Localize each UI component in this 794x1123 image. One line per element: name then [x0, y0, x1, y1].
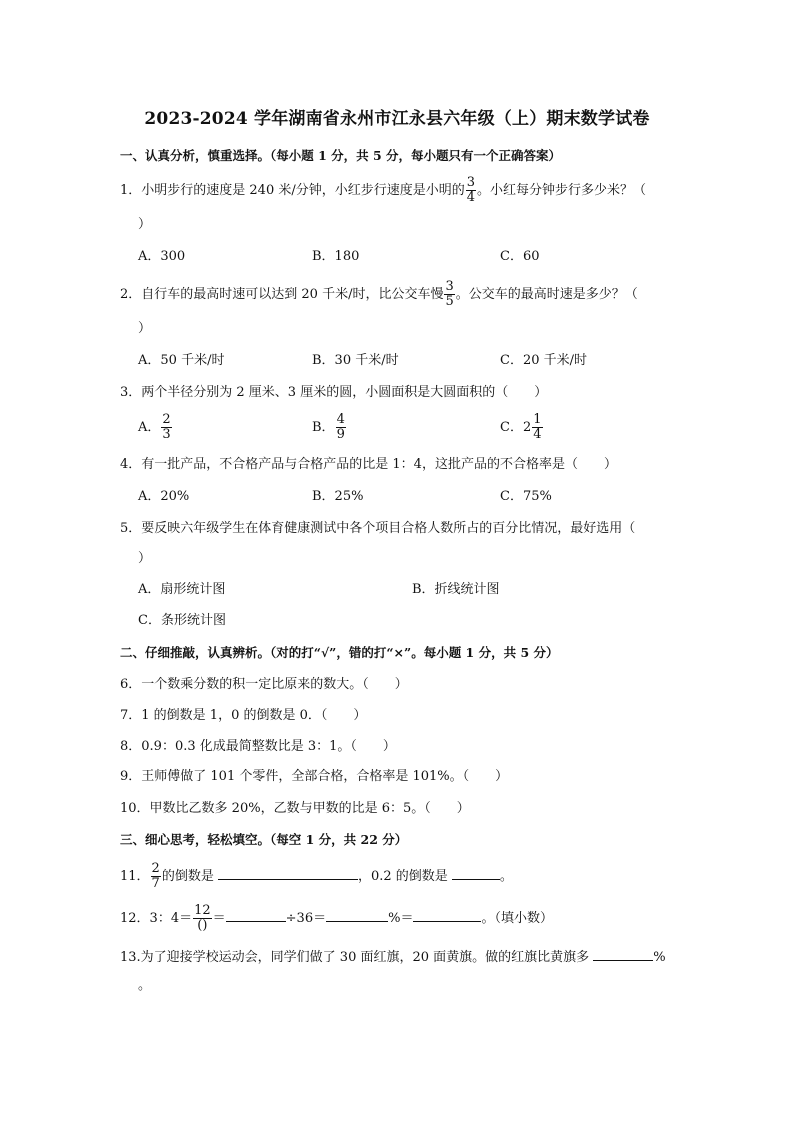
q1-fraction: $\frac{3}{4}$	[466, 175, 476, 205]
question-4: 4．有一批产品，不合格产品与合格产品的比是 1：4，这批产品的不合格率是（ ）	[120, 457, 617, 472]
q2-option-a[interactable]: A．50 千米/时	[138, 353, 225, 368]
q4-option-b[interactable]: B．25%	[312, 489, 364, 504]
q12-fraction: $\frac{12}{()}$	[194, 903, 211, 933]
question-10: 10．甲数比乙数多 20%，乙数与甲数的比是 6：5。（ ）	[120, 801, 470, 816]
question-7: 7．1 的倒数是 1，0 的倒数是 0．（ ）	[120, 708, 367, 723]
q5-option-b[interactable]: B．折线统计图	[412, 582, 500, 597]
q1-stem-a: 1．小明步行的速度是 240 米/分钟，小红步行速度是小明的	[120, 183, 465, 198]
q11-blank-2[interactable]	[452, 865, 500, 880]
q2-option-b[interactable]: B．30 千米/时	[312, 353, 399, 368]
q3-option-c[interactable]: C．2 $\frac{1}{4}$	[500, 412, 542, 442]
q2-stem-a: 2．自行车的最高时速可以达到 20 千米/时，比公交车慢	[120, 287, 444, 302]
question-13: 13.为了迎接学校运动会，同学们做了 30 面红旗，20 面黄旗。做的红旗比黄旗多 %	[120, 946, 666, 967]
q3-option-b-fraction: $\frac{4}{9}$	[336, 412, 345, 442]
q4-option-c[interactable]: C．75%	[500, 489, 552, 504]
question-9: 9．王师傅做了 101 个零件，全部合格，合格率是 101%。（ ）	[120, 769, 509, 784]
q2-fraction: $\frac{3}{5}$	[445, 279, 454, 309]
question-8: 8．0.9：0.3 化成最简整数比是 3：1。（ ）	[120, 739, 396, 754]
q3-option-b[interactable]: B． $\frac{4}{9}$	[312, 412, 345, 442]
section-1-heading: 一、认真分析，慎重选择。（每小题 1 分，共 5 分，每小题只有一个正确答案）	[120, 148, 562, 163]
q13-continuation: 。	[138, 978, 152, 993]
q5-continuation: ）	[138, 551, 152, 566]
q3-option-a[interactable]: A． $\frac{2}{3}$	[138, 412, 171, 442]
q4-option-a[interactable]: A．20%	[138, 489, 190, 504]
q2-option-c[interactable]: C．20 千米/时	[500, 353, 588, 368]
page-title: 2023-2024 学年湖南省永州市江永县六年级（上）期末数学试卷	[144, 109, 650, 129]
question-11: 11． $\frac{2}{7}$ 的倒数是 ，0.2 的倒数是 。	[120, 861, 513, 891]
question-6: 6．一个数乘分数的积一定比原来的数大。（ ）	[120, 677, 408, 692]
question-3: 3．两个半径分别为 2 厘米、3 厘米的圆，小圆面积是大圆面积的（ ）	[120, 385, 548, 400]
q13-blank[interactable]	[593, 946, 653, 961]
q12-blank-3[interactable]	[413, 907, 481, 922]
q2-stem-b: 。公交车的最高时速是多少？（	[455, 287, 638, 302]
q12-blank-1[interactable]	[226, 907, 286, 922]
question-1	[120, 176, 646, 205]
q5-option-a[interactable]: A．扇形统计图	[138, 582, 226, 597]
q2-continuation: ）	[138, 321, 152, 336]
question-2	[120, 280, 638, 309]
q3-option-c-fraction: $\frac{1}{4}$	[533, 412, 542, 442]
q1-stem-b: 。小红每分钟步行多少米？（	[477, 183, 647, 198]
question-5: 5．要反映六年级学生在体育健康测试中各个项目合格人数所占的百分比情况，最好选用（	[120, 521, 636, 536]
section-2-heading: 二、仔细推敲，认真辨析。（对的打“√”，错的打“×”。每小题 1 分，共 5 分）	[120, 645, 559, 660]
q1-continuation: ）	[138, 217, 152, 232]
q1-option-a[interactable]: A．300	[138, 249, 186, 264]
q11-fraction: $\frac{2}{7}$	[151, 861, 160, 891]
question-12: 12．3：4＝ $\frac{12}{()}$ ＝ ÷36＝ %＝ 。（填小数）	[120, 903, 553, 933]
q1-option-b[interactable]: B．180	[312, 249, 360, 264]
section-3-heading: 三、细心思考，轻松填空。（每空 1 分，共 22 分）	[120, 832, 408, 847]
q1-option-c[interactable]: C．60	[500, 249, 540, 264]
q11-blank-1[interactable]	[218, 865, 358, 880]
q5-option-c[interactable]: C．条形统计图	[138, 613, 226, 628]
q12-blank-2[interactable]	[326, 907, 388, 922]
q3-option-a-fraction: $\frac{2}{3}$	[162, 412, 171, 442]
